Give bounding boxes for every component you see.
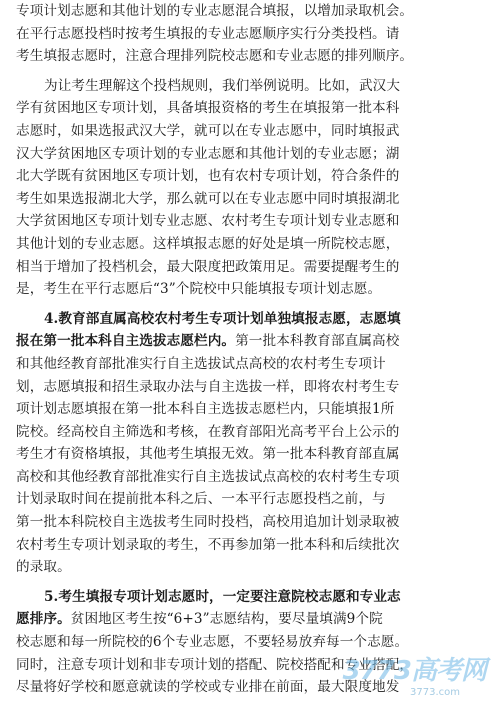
text-line: 志愿时，如果选报武汉大学，就可以在专业志愿中，同时填报武 [16, 122, 400, 139]
paragraph-3 [16, 308, 484, 579]
text-line: 其他计划的专业志愿。这样填报志愿的好处是填一所院校志愿， [16, 235, 400, 252]
section-heading-4: 4.教育部直属高校农村考生专项计划单独填报志愿，志愿填 [44, 310, 401, 327]
text-line: 大学贫困地区专项计划专业志愿、农村考生专项计划专业志愿和 [16, 213, 400, 230]
text-line: 在平行志愿投档时按考生填报的专业志愿顺序实行分类投档。请 [16, 25, 400, 42]
text-line: 是，考生在平行志愿后“3”个院校中只能填报专项计划志愿。 [16, 281, 382, 298]
watermark-url: 3773.com [410, 687, 460, 698]
text-line: 高校和其他经教育部批准实行自主选拔试点高校的农村考生专项 [16, 468, 400, 485]
text-line: 相当于增加了投档机会，最大限度把政策用足。需要提醒考生的 [16, 258, 400, 275]
text-line: 为让考生理解这个投档规则，我们举例说明。比如，武汉大 [44, 77, 401, 94]
text-line: 学有贫困地区专项计划，具备填报资格的考生在填报第一批本科 [16, 100, 400, 117]
paragraph-2 [16, 75, 484, 301]
text-line: 北大学既有贫困地区专项计划，也有农村专项计划，符合条件的 [16, 168, 400, 185]
text-line: 的录取。 [16, 559, 71, 576]
site-watermark [340, 648, 490, 698]
paragraph-1 [16, 0, 484, 68]
text-line: 计划录取时间在提前批本科之后、一本平行志愿投档之前，与 [16, 491, 386, 508]
text-line: 专项计划志愿和其他计划的专业志愿混合填报，以增加录取机会。 [16, 3, 414, 19]
section-heading-5: 5.考生填报专项计划志愿时，一定要注意院校志愿和专业志 [44, 588, 401, 605]
text-line: 农村考生专项计划录取的考生，不再参加第一批本科和后续批次 [16, 536, 400, 553]
text-line: 院校。经高校自主筛选和考核，在教育部阳光高考平台上公示的 [16, 423, 400, 440]
text-line: 汉大学贫困地区专项计划的专业志愿和其他计划的专业志愿；湖 [16, 145, 400, 162]
watermark-logo: 3773高考网 [342, 656, 486, 686]
text-line: 考生填报志愿时，注意合理排列院校志愿和专业志愿的排列顺序。 [16, 48, 414, 65]
text-line: 同时，注意专项计划和非专项计划的搭配、院校搭配和专业搭配， [16, 656, 414, 673]
text-line: 尽量将好学校和愿意就读的学校或专业排在前面，最大限度地发 [16, 679, 400, 696]
text-line: 考生才有资格填报，其他考生填报无效。第一批本科教育部直属 [16, 446, 400, 463]
text-line: 第一批本科院校自主选拔考生同时投档，高校用追加计划录取被 [16, 514, 400, 531]
text-line: 考生如果选报湖北大学，那么就可以在专业志愿中同时填报湖北 [16, 190, 400, 207]
text-line: 划，志愿填报和招生录取办法与自主选拔一样，即将农村考生专 [16, 378, 400, 395]
text-line: 报在第一批本科自主选拔志愿栏内。第一批本科教育部直属高校 [16, 333, 400, 350]
text-line: 和其他经教育部批准实行自主选拔试点高校的农村考生专项计 [16, 355, 386, 372]
text-line: 愿排序。贫困地区考生按“6+3”志愿结构，要尽量填满9个院 [16, 611, 383, 628]
text-line: 项计划志愿填报在第一批本科自主选拔志愿栏内，只能填报1所 [16, 401, 395, 418]
document-page [16, 0, 484, 699]
text-line: 校志愿和每一所院校的6个专业志愿，不要轻易放弃每一个志愿。 [16, 634, 409, 651]
